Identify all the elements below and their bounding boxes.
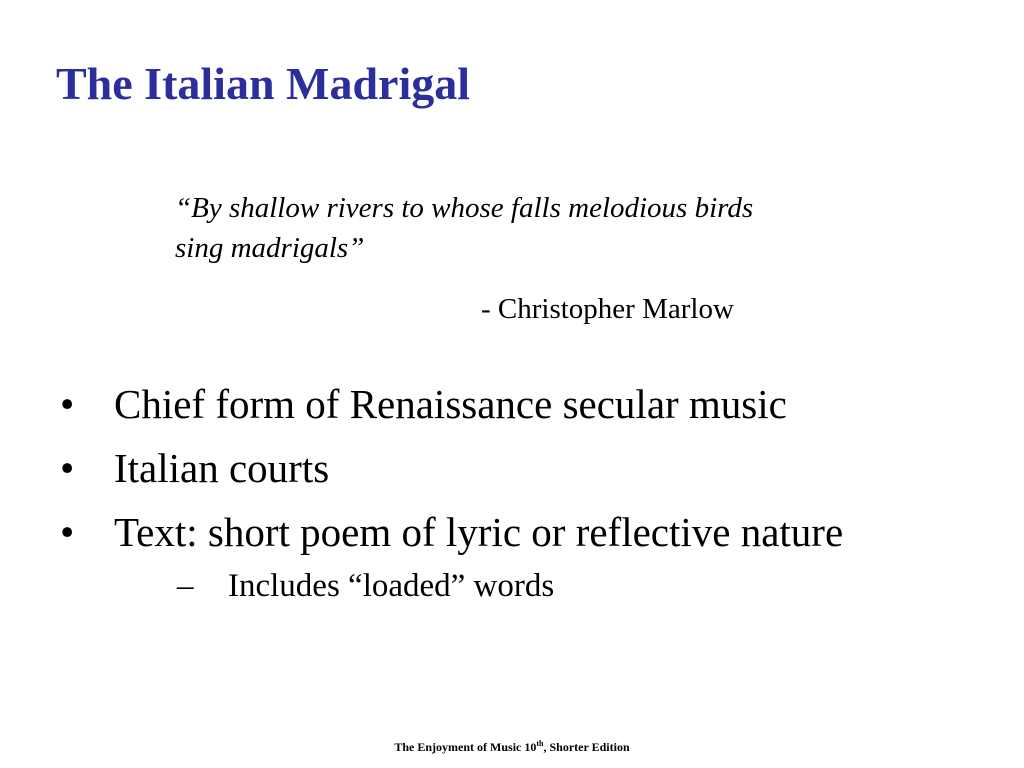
dash-icon: – [177,568,194,604]
quote-attribution: - Christopher Marlow [481,293,734,325]
bullet-text: Italian courts [114,445,330,491]
bullet-list [60,378,1000,608]
footer-superscript: th [536,739,544,748]
footer-suffix: , Shorter Edition [543,740,630,754]
bullet-text: Text: short poem of lyric or reflective nature [114,509,844,555]
quote-line-1: “By shallow rivers to whose falls melodious birds [175,192,754,224]
bullet-icon: • [60,509,75,555]
sub-bullet-text: Includes “loaded” words [228,568,555,604]
bullet-icon: • [60,445,75,491]
quote-text [175,188,875,268]
slide-footer [0,738,1024,756]
bullet-icon: • [60,381,75,427]
bullet-item [60,506,1000,570]
bullet-item [60,378,1000,442]
bullet-text: Chief form of Renaissance secular music [114,381,787,427]
quote-line-2: sing madrigals” [175,232,365,264]
slide-title: The Italian Madrigal [56,58,471,109]
bullet-item [60,442,1000,506]
sub-bullet-item [60,564,1000,608]
footer-prefix: The Enjoyment of Music 10 [394,740,537,754]
epigraph-quote [175,188,875,268]
